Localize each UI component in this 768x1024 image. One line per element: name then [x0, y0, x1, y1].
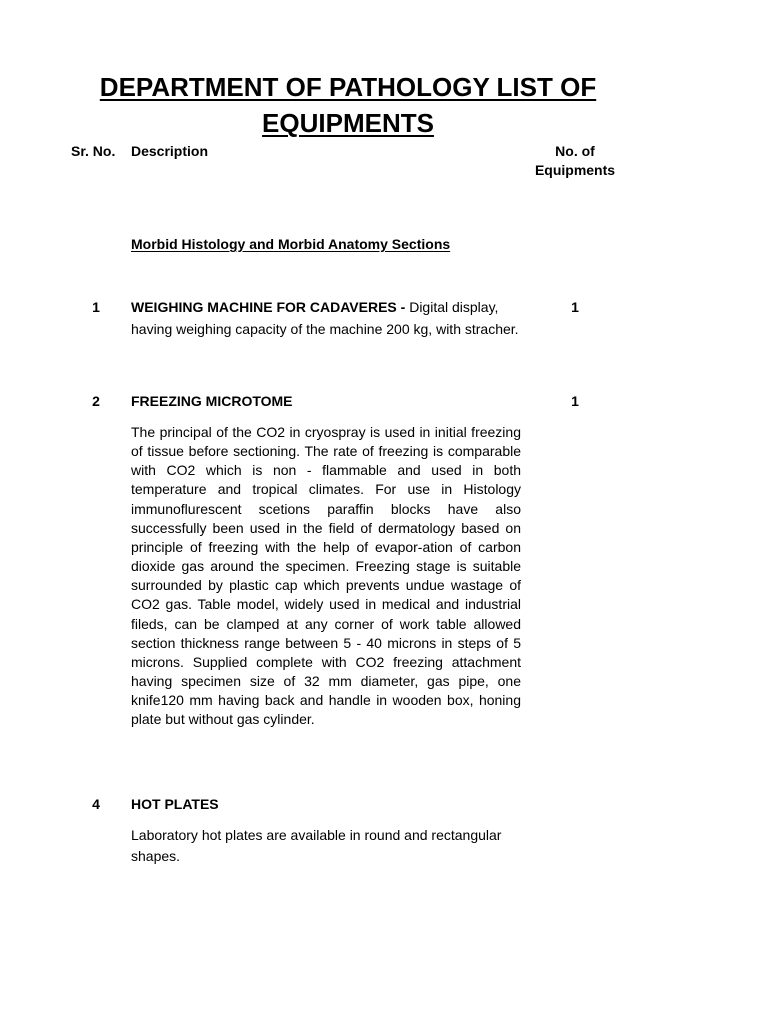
section-title: Morbid Histology and Morbid Anatomy Sections: [131, 236, 451, 252]
item-number: 4: [92, 796, 100, 812]
item-heading: HOT PLATES: [131, 796, 219, 812]
document-title-line-2: EQUIPMENTS: [262, 108, 434, 138]
column-header-no-of-equipments: [520, 142, 630, 180]
item-quantity: 1: [571, 393, 579, 409]
item-number: 2: [92, 393, 100, 409]
item-number: 1: [92, 299, 100, 315]
column-header-count-line-2: Equipments: [534, 162, 616, 178]
item-heading: WEIGHING MACHINE FOR CADAVERES -: [131, 299, 410, 315]
item-heading: FREEZING MICROTOME: [131, 393, 293, 409]
item-entry-weighing-machine: [131, 296, 521, 340]
item-description: Laboratory hot plates are available in round and rectangular shapes.: [131, 827, 502, 864]
column-header-description: Description: [131, 143, 209, 159]
column-header-sr-no: Sr. No.: [71, 143, 116, 159]
document-title-line-1: DEPARTMENT OF PATHOLOGY LIST OF: [99, 72, 597, 102]
column-header-count-line-1: No. of: [555, 143, 595, 159]
item-description: Digital display, having weighing capacity of the machine 200 kg, with stracher.: [131, 299, 519, 337]
item-quantity: 1: [571, 299, 579, 315]
item-description: The principal of the CO2 in cryospray is used in initial freezing of tissue before sectioning. The rate of freezing is comparable with CO2 which is non - flammable and used in both temperature and tropical climates. For use in Histology immunoflurescent scetions paraffin blocks have also successfully been used in the field of dermatology based on principle of freezing with the help of evapor-ation of carbon dioxide gas around the specimen. Freezing stage is suitable surrounded by plastic cap which prevents undue wastage of CO2 gas. Table model, widely used in medical and industrial fileds, can be clamped at any corner of work table allowed section thickness range between 5 - 40 microns in steps of 5 microns. Supplied complete with CO2 freezing attachment having specimen size of 32 mm diameter, gas pipe, one knife120 mm having back and handle in wooden box, honing plate but without gas cylinder.: [131, 424, 521, 728]
